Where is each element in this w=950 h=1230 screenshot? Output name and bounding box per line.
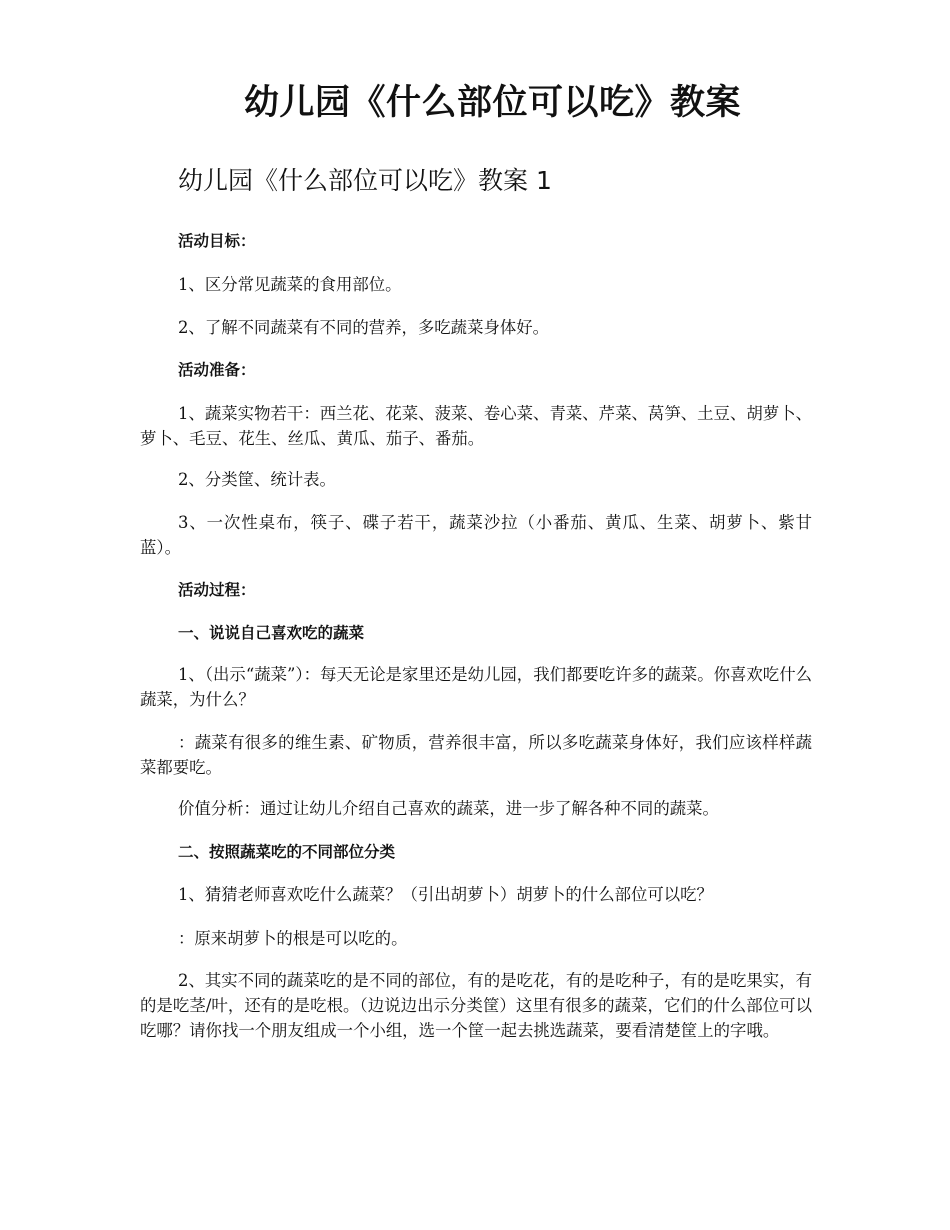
paragraph: 2、其实不同的蔬菜吃的是不同的部位，有的是吃花，有的是吃种子，有的是吃果实，有的是吃茎/叶，还有的是吃根。（边说边出示分类筐）这里有很多的蔬菜，它们的什么部位可以吃哪？请你找一个朋友组成一个小组，选一个筐一起去挑选蔬菜，要看清楚筐上的字哦。 <box>140 971 812 1040</box>
heading-step-two: 二、按照蔬菜吃的不同部位分类 <box>178 843 396 861</box>
paragraph: ：原来胡萝卜的根是可以吃的。 <box>178 929 408 948</box>
document-title: 幼儿园《什么部位可以吃》教案 <box>243 83 741 123</box>
paragraph: 1、区分常见蔬菜的食用部位。 <box>178 275 402 294</box>
paragraph: 3、一次性桌布，筷子、碟子若干，蔬菜沙拉（小番茄、黄瓜、生菜、胡萝卜、紫甘蓝）。 <box>140 513 812 557</box>
paragraph: 1、蔬菜实物若干：西兰花、花菜、菠菜、卷心菜、青菜、芹菜、莴笋、土豆、胡萝卜、萝卜、毛豆、花生、丝瓜、黄瓜、茄子、番茄。 <box>140 404 812 448</box>
paragraph: 2、了解不同蔬菜有不同的营养，多吃蔬菜身体好。 <box>178 318 550 337</box>
paragraph: 2、分类筐、统计表。 <box>178 470 336 489</box>
paragraph: 价值分析：通过让幼儿介绍自己喜欢的蔬菜，进一步了解各种不同的蔬菜。 <box>178 799 719 818</box>
paragraph: ：蔬菜有很多的维生素、矿物质，营养很丰富，所以多吃蔬菜身体好，我们应该样样蔬菜都要吃。 <box>140 733 812 777</box>
heading-activity-preparation: 活动准备： <box>178 361 256 379</box>
heading-activity-process: 活动过程： <box>178 581 256 599</box>
heading-step-one: 一、说说自己喜欢吃的蔬菜 <box>178 624 365 642</box>
paragraph: 1、猜猜老师喜欢吃什么蔬菜？（引出胡萝卜）胡萝卜的什么部位可以吃？ <box>178 885 713 904</box>
heading-activity-goals: 活动目标： <box>178 232 256 250</box>
paragraph: 1、（出示“蔬菜”）：每天无论是家里还是幼儿园，我们都要吃许多的蔬菜。你喜欢吃什么蔬菜，为什么？ <box>140 665 812 709</box>
section-title: 幼儿园《什么部位可以吃》教案 1 <box>178 166 552 195</box>
